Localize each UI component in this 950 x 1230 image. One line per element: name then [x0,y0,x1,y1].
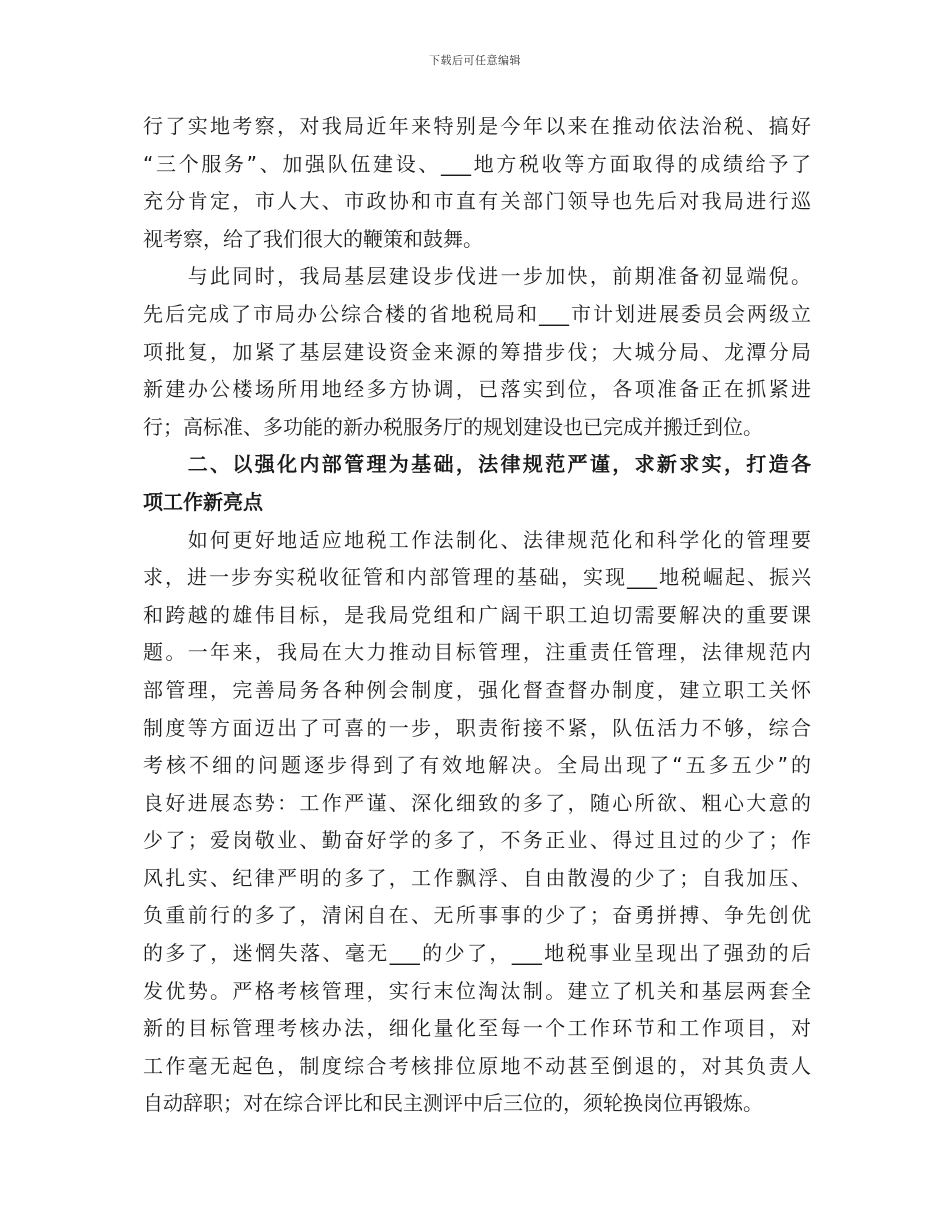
document-body [143,108,811,1123]
paragraph [143,522,811,1124]
paragraph [143,258,811,446]
section-heading [143,446,811,521]
text-line: 视考察，给了我们很大的鞭策和鼓舞。 [143,226,483,251]
text-line: 发优势。严格考核管理，实行末位淘汰制。建立了机关和基层两套全 [143,978,811,1003]
text-line: 部管理，完善局务各种例会制度，强化督查督办制度，建立职工关怀 [143,677,811,702]
text-line: 工作毫无起色，制度综合考核排位原地不动甚至倒退的，对其负责人 [143,1053,811,1078]
text-line: 的多了，迷惘失落、毫无___的少了，___地税事业呈现出了强劲的后 [143,941,811,966]
heading-line: 二、以强化内部管理为基础，法律规范严谨，求新求实，打造各 [143,452,811,477]
text-line: 和跨越的雄伟目标，是我局党组和广阔干职工迫切需要解决的重要课 [143,602,811,627]
text-line: 新建办公楼场所用地经多方协调，已落实到位，各项准备正在抓紧进 [143,377,811,402]
text-line: 少了；爱岗敬业、勤奋好学的多了，不务正业、得过且过的少了；作 [143,828,811,853]
text-line: 如何更好地适应地税工作法制化、法律规范化和科学化的管理要 [143,527,811,552]
text-line: 项批复，加紧了基层建设资金来源的筹措步伐；大城分局、龙潭分局 [143,339,811,364]
text-line: 风扎实、纪律严明的多了，工作飘浮、自由散漫的少了；自我加压、 [143,865,811,890]
text-line: 题。一年来，我局在大力推动目标管理，注重责任管理，法律规范内 [143,640,811,665]
text-line: 负重前行的多了，清闲自在、无所事事的少了；奋勇拼搏、争先创优 [143,903,811,928]
text-line: 行；高标准、多功能的新办税服务厅的规划建设也已完成并搬迁到位。 [143,414,763,439]
text-line: 自动辞职；对在综合评比和民主测评中后三位的，须轮换岗位再锻炼。 [143,1091,763,1116]
text-line: 行了实地考察，对我局近年来特别是今年以来在推动依法治税、搞好 [143,114,811,138]
text-line: “三个服务”、加强队伍建设、___地方税收等方面取得的成绩给予了 [143,151,811,176]
text-line: 与此同时，我局基层建设步伐进一步加快，前期准备初显端倪。 [143,264,811,289]
text-line: 良好进展态势：工作严谨、深化细致的多了，随心所欲、粗心大意的 [143,790,811,815]
page-header: 下载后可任意编辑 [429,54,521,67]
paragraph [143,108,811,258]
text-line: 先后完成了市局办公综合楼的省地税局和___市计划进展委员会两级立 [143,301,811,326]
text-line: 新的目标管理考核办法，细化量化至每一个工作环节和工作项目，对 [143,1016,811,1041]
text-line: 求，进一步夯实税收征管和内部管理的基础，实现___地税崛起、振兴 [143,565,811,590]
text-line: 制度等方面迈出了可喜的一步，职责衔接不紧，队伍活力不够，综合 [143,715,811,740]
text-line: 充分肯定，市人大、市政协和市直有关部门领导也先后对我局进行巡 [143,189,811,214]
text-line: 考核不细的问题逐步得到了有效地解决。全局出现了“五多五少”的 [143,753,811,778]
heading-line: 项工作新亮点 [143,489,263,514]
